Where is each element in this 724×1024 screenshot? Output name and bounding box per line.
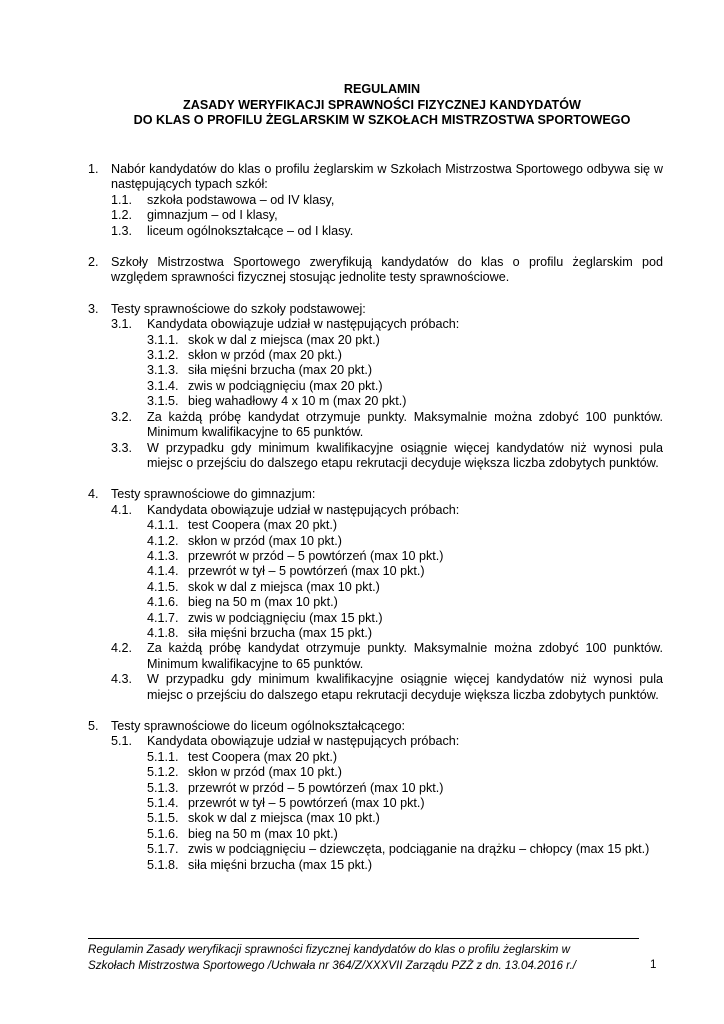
list-item-text: zwis w podciągnięciu (max 20 pkt.)	[188, 378, 383, 393]
list-item-number: 4.1.8.	[147, 625, 179, 640]
list-item-number: 4.1.2.	[147, 533, 179, 548]
list-item	[88, 858, 663, 873]
footer-line-2: Szkołach Mistrzostwa Sportowego /Uchwała nr 364/Z/XXXVII Zarządu PZŻ z dn. 13.04.2016 r./	[88, 958, 577, 972]
list-item	[88, 333, 663, 348]
list-item-text: przewrót w przód – 5 powtórzeń (max 10 pkt.)	[188, 548, 444, 563]
list-item	[88, 781, 663, 796]
list-item-text: zwis w podciągnięciu – dziewczęta, podciąganie na drążku – chłopcy (max 15 pkt.)	[188, 842, 650, 857]
list-item	[88, 394, 663, 409]
subsection-text: Kandydata obowiązuje udział w następujących próbach:	[147, 317, 460, 332]
subsection-number: 1.2.	[111, 208, 133, 223]
section-heading	[88, 255, 663, 286]
subsection	[88, 410, 663, 441]
subsection-text: Za każdą próbę kandydat otrzymuje punkty. Maksymalnie można zdobyć 100 punktów. Minimum kwalifikacyjne to 65 punktów.	[147, 409, 663, 440]
subsection-number: 1.1.	[111, 192, 133, 207]
list-item-number: 5.1.5.	[147, 811, 179, 826]
list-item-text: skłon w przód (max 10 pkt.)	[188, 765, 342, 780]
title-line-3: DO KLAS O PROFILU ŻEGLARSKIM W SZKOŁACH MISTRZOSTWA SPORTOWEGO	[133, 113, 631, 127]
section	[88, 255, 663, 286]
subsection	[88, 441, 663, 472]
list-item	[88, 348, 663, 363]
list-item-number: 4.1.5.	[147, 579, 179, 594]
list-item-number: 5.1.4.	[147, 796, 179, 811]
list-item	[88, 564, 663, 579]
section-heading-text: Testy sprawnościowe do liceum ogólnokształcącego:	[111, 719, 406, 733]
list-item-number: 3.1.2.	[147, 348, 179, 363]
list-item-text: bieg na 50 m (max 10 pkt.)	[188, 595, 338, 610]
subsection-number: 4.1.	[111, 502, 133, 517]
list-item-number: 4.1.4.	[147, 564, 179, 579]
subsection	[88, 224, 663, 239]
list-item-text: siła mięśni brzucha (max 15 pkt.)	[188, 857, 373, 872]
title-line-2: ZASADY WERYFIKACJI SPRAWNOŚCI FIZYCZNEJ KANDYDATÓW	[183, 97, 581, 112]
subsection-text: szkoła podstawowa – od IV klasy,	[147, 192, 335, 207]
list-item-number: 5.1.8.	[147, 857, 179, 872]
subsection-number: 4.3.	[111, 672, 133, 687]
list-item-number: 3.1.1.	[147, 332, 179, 347]
list-item-text: skłon w przód (max 10 pkt.)	[188, 533, 342, 548]
footer-divider	[88, 938, 639, 939]
list-item-text: skok w dal z miejsca (max 20 pkt.)	[188, 332, 380, 347]
list-item-number: 4.1.6.	[147, 595, 179, 610]
subsection	[88, 503, 663, 518]
section-heading	[88, 302, 663, 317]
list-item	[88, 796, 663, 811]
list-item-text: siła mięśni brzucha (max 20 pkt.)	[188, 363, 373, 378]
subsection-number: 5.1.	[111, 734, 133, 749]
subsection-number: 3.1.	[111, 317, 133, 332]
subsection	[88, 672, 663, 703]
list-item-number: 4.1.1.	[147, 518, 179, 533]
list-item-text: test Coopera (max 20 pkt.)	[188, 518, 338, 533]
section-heading-number: 4.	[88, 487, 99, 502]
subsection	[88, 734, 663, 749]
list-item-number: 5.1.2.	[147, 765, 179, 780]
list-item	[88, 595, 663, 610]
subsection	[88, 317, 663, 332]
section-heading-text: Szkoły Mistrzostwa Sportowego zweryfikują kandydatów do klas o profilu żeglarskim pod względem sprawności fizycznej stosując jednolite testy sprawnościowe.	[111, 255, 663, 285]
regulation-body	[88, 162, 663, 873]
section	[88, 302, 663, 471]
list-item-number: 5.1.7.	[147, 842, 179, 857]
section-heading	[88, 162, 663, 193]
list-item-text: przewrót w tył – 5 powtórzeń (max 10 pkt.)	[188, 796, 425, 811]
section-heading-number: 2.	[88, 255, 99, 270]
subsection-text: Kandydata obowiązuje udział w następujących próbach:	[147, 502, 460, 517]
subsection-text: W przypadku gdy minimum kwalifikacyjne osiągnie więcej kandydatów niż wynosi pula miejsc o przejściu do dalszego etapu rekrutacji decyduje większa liczba zdobytych punktów.	[147, 672, 663, 702]
list-item-text: przewrót w przód – 5 powtórzeń (max 10 pkt.)	[188, 780, 444, 795]
section	[88, 719, 663, 873]
subsection-number: 4.2.	[111, 641, 133, 656]
list-item	[88, 827, 663, 842]
section-heading	[88, 719, 663, 734]
subsection	[88, 641, 663, 672]
subsection-number: 3.2.	[111, 409, 133, 424]
list-item-text: bieg na 50 m (max 10 pkt.)	[188, 826, 338, 841]
list-item-number: 3.1.3.	[147, 363, 179, 378]
title-line-1: REGULAMIN	[343, 82, 421, 96]
subsection-text: Kandydata obowiązuje udział w następujących próbach:	[147, 734, 460, 749]
list-item	[88, 534, 663, 549]
list-item-number: 3.1.5.	[147, 394, 179, 409]
subsection	[88, 208, 663, 223]
list-item	[88, 580, 663, 595]
document-title	[80, 82, 684, 129]
list-item	[88, 518, 663, 533]
subsection-text: W przypadku gdy minimum kwalifikacyjne osiągnie więcej kandydatów niż wynosi pula miejsc o przejściu do dalszego etapu rekrutacji decyduje większa liczba zdobytych punktów.	[147, 440, 663, 470]
list-item-text: przewrót w tył – 5 powtórzeń (max 10 pkt.)	[188, 564, 425, 579]
list-item-number: 3.1.4.	[147, 378, 179, 393]
list-item-number: 4.1.7.	[147, 610, 179, 625]
section-heading-text: Testy sprawnościowe do gimnazjum:	[111, 487, 316, 502]
list-item-text: test Coopera (max 20 pkt.)	[188, 749, 338, 764]
list-item	[88, 611, 663, 626]
page-number: 1	[650, 958, 657, 971]
section-heading-number: 5.	[88, 719, 99, 733]
section-heading-number: 3.	[88, 301, 99, 316]
section-heading-text: Nabór kandydatów do klas o profilu żeglarskim w Szkołach Mistrzostwa Sportowego odbywa się w następujących typach szkół:	[111, 162, 663, 192]
list-item-text: skłon w przód (max 20 pkt.)	[188, 348, 342, 363]
section-heading-number: 1.	[88, 162, 99, 176]
list-item	[88, 626, 663, 641]
list-item	[88, 811, 663, 826]
list-item-text: skok w dal z miejsca (max 10 pkt.)	[188, 811, 380, 826]
subsection	[88, 193, 663, 208]
footer-line-1: Regulamin Zasady weryfikacji sprawności fizycznej kandydatów do klas o profilu żeglarskim w	[88, 943, 570, 956]
list-item-text: siła mięśni brzucha (max 15 pkt.)	[188, 625, 373, 640]
list-item	[88, 765, 663, 780]
list-item-number: 5.1.6.	[147, 826, 179, 841]
list-item-number: 4.1.3.	[147, 548, 179, 563]
list-item	[88, 549, 663, 564]
section	[88, 487, 663, 703]
list-item-number: 5.1.3.	[147, 780, 179, 795]
subsection-text: liceum ogólnokształcące – od I klasy.	[147, 223, 354, 238]
list-item-text: skok w dal z miejsca (max 10 pkt.)	[188, 579, 380, 594]
list-item	[88, 750, 663, 765]
list-item-text: zwis w podciągnięciu (max 15 pkt.)	[188, 610, 383, 625]
subsection-text: gimnazjum – od I klasy,	[147, 208, 278, 223]
subsection-number: 3.3.	[111, 440, 133, 455]
section-heading	[88, 487, 663, 502]
section	[88, 162, 663, 239]
list-item-text: bieg wahadłowy 4 x 10 m (max 20 pkt.)	[188, 394, 407, 409]
subsection-number: 1.3.	[111, 223, 133, 238]
list-item	[88, 379, 663, 394]
footer	[88, 942, 648, 973]
list-item-number: 5.1.1.	[147, 749, 179, 764]
subsection-text: Za każdą próbę kandydat otrzymuje punkty. Maksymalnie można zdobyć 100 punktów. Minimum kwalifikacyjne to 65 punktów.	[147, 641, 663, 671]
list-item	[88, 363, 663, 378]
section-heading-text: Testy sprawnościowe do szkoły podstawowej:	[111, 301, 366, 316]
list-item	[88, 842, 663, 857]
